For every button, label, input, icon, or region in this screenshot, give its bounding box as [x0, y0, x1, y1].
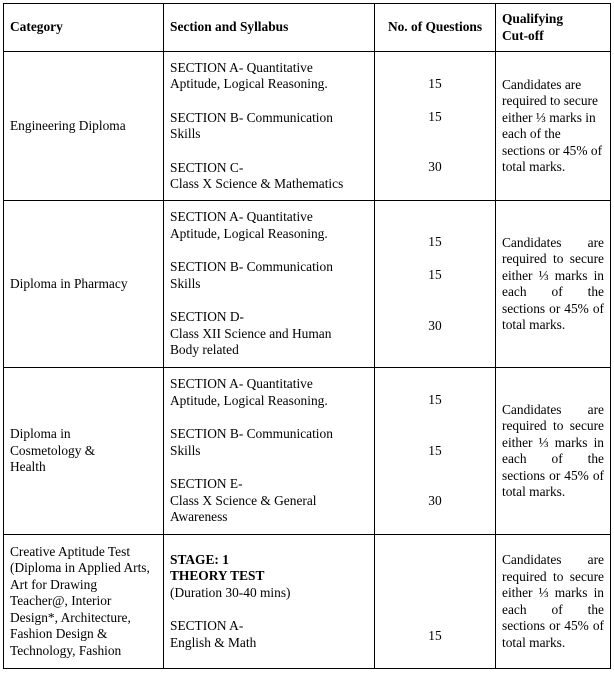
question-count: 30	[428, 159, 442, 175]
stage-label: STAGE: 1	[170, 551, 229, 567]
section-cell	[164, 535, 375, 669]
duration-label: (Duration 30-40 mins)	[170, 584, 291, 600]
section-title: SECTION B- Communication	[170, 109, 333, 125]
question-count: 15	[428, 392, 442, 408]
question-count: 30	[428, 317, 442, 333]
question-count: 15	[428, 442, 442, 458]
exam-pattern-table	[3, 3, 611, 669]
section-syllabus: Skills	[170, 275, 201, 291]
section-title: SECTION E-	[170, 476, 243, 492]
table-row	[4, 52, 611, 201]
question-count: 30	[428, 493, 442, 509]
section-syllabus: Skills	[170, 442, 201, 458]
section-syllabus: Class XII Science and Human Body related	[170, 325, 332, 358]
section-title: SECTION A-	[170, 618, 244, 634]
question-count: 15	[428, 233, 442, 249]
header-category: Category	[4, 4, 164, 52]
section-syllabus: Aptitude, Logical Reasoning.	[170, 392, 328, 408]
questions-cell	[375, 368, 496, 535]
category-cell: Diploma in Pharmacy	[4, 201, 164, 368]
header-row	[4, 4, 611, 52]
category-cell: Engineering Diploma	[4, 52, 164, 201]
section-title: SECTION A- Quantitative	[170, 376, 313, 392]
section-syllabus: Aptitude, Logical Reasoning.	[170, 76, 328, 91]
questions-cell	[375, 535, 496, 669]
header-cutoff: Qualifying Cut-off	[496, 4, 611, 52]
question-count: 15	[428, 628, 442, 643]
section-cell	[164, 52, 375, 201]
category-cell: Creative Aptitude Test (Diploma in Applied Arts, Art for Drawing Teacher@, Interior Design*, Architecture, Fashion Design & Technology, Fashion	[4, 535, 164, 669]
questions-cell	[375, 201, 496, 368]
theory-test-label: THEORY TEST	[170, 568, 265, 584]
section-syllabus: Skills	[170, 126, 201, 141]
category-cell: Diploma in Cosmetology & Health	[4, 368, 164, 535]
table-row	[4, 535, 611, 669]
header-section: Section and Syllabus	[164, 4, 375, 52]
section-syllabus: Aptitude, Logical Reasoning.	[170, 225, 328, 241]
question-count: 15	[428, 76, 442, 92]
section-title: SECTION D-	[170, 309, 245, 325]
cutoff-cell: Candidates are required to secure either ⅓ marks in each of the sections or 45% of total marks.	[496, 368, 611, 535]
table-row	[4, 201, 611, 368]
cutoff-cell: Candidates are required to secure either ⅓ marks in each of the sections or 45% of total marks.	[496, 201, 611, 368]
header-questions: No. of Questions	[375, 4, 496, 52]
section-title: SECTION A- Quantitative	[170, 59, 313, 75]
section-cell	[164, 201, 375, 368]
question-count: 15	[428, 267, 442, 283]
section-syllabus: English & Math	[170, 634, 257, 650]
cutoff-cell: Candidates are required to secure either ⅓ marks in each of the sections or 45% of total marks.	[496, 535, 611, 669]
cutoff-cell: Candidates are required to secure either ⅓ marks in each of the sections or 45% of total marks.	[496, 52, 611, 201]
section-syllabus: Class X Science & General Awareness	[170, 492, 317, 525]
table-row	[4, 368, 611, 535]
section-title: SECTION A- Quantitative	[170, 209, 313, 225]
question-count: 15	[428, 108, 442, 124]
section-title: SECTION B- Communication	[170, 426, 333, 442]
questions-cell	[375, 52, 496, 201]
section-title: SECTION C-	[170, 159, 244, 175]
section-title: SECTION B- Communication	[170, 259, 333, 275]
section-syllabus: Class X Science & Mathematics	[170, 176, 344, 191]
section-cell	[164, 368, 375, 535]
